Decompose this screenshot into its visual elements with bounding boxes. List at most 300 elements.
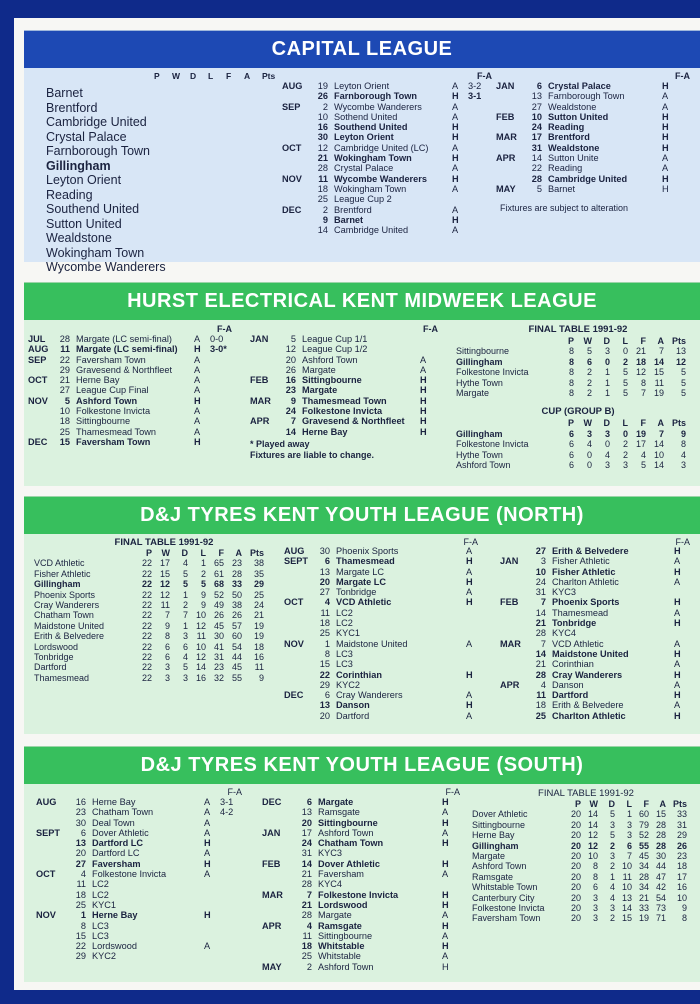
fixture-day: 26	[317, 91, 328, 102]
fixture-opponent: Farnborough Town	[548, 91, 625, 102]
team-list-item	[46, 130, 286, 145]
table-cell: 6	[164, 652, 170, 663]
team-name: Reading	[46, 187, 93, 202]
fixture-venue: A	[452, 225, 459, 236]
fixture-venue: A	[452, 81, 459, 91]
table-cell: 12	[195, 620, 206, 631]
fixture-row	[36, 828, 246, 838]
fixture-day: 24	[535, 576, 546, 587]
table-cell: 3	[622, 460, 628, 471]
fixture-month: OCT	[284, 597, 304, 608]
table-cell: 4	[680, 449, 686, 460]
north-league-title: D&J TYRES KENT YOUTH LEAGUE (NORTH)	[140, 504, 584, 526]
fixture-row	[262, 931, 462, 941]
fixture-row	[28, 416, 238, 426]
table-cell: 4	[586, 439, 592, 450]
fixture-opponent: Herne Bay	[92, 797, 136, 807]
fixture-opponent: Folkestone Invicta	[92, 869, 167, 880]
fixture-opponent: Erith & Belvedere	[552, 700, 624, 711]
team-list-item	[46, 115, 286, 130]
fixture-day: 11	[302, 930, 312, 941]
fixture-row	[28, 344, 238, 354]
table-header-cell: W	[589, 799, 598, 809]
table-cell: 61	[213, 568, 224, 579]
fixture-venue: H	[662, 81, 669, 91]
table-row	[456, 460, 700, 470]
table-cell: 29	[253, 579, 264, 590]
fixture-month: DEC	[284, 690, 304, 701]
fixture-venue: A	[204, 848, 211, 859]
fixture-month: AUG	[284, 546, 305, 556]
fixture-venue: A	[194, 416, 201, 427]
fixture-row	[28, 385, 238, 395]
capital-fixtures-spring	[496, 72, 692, 214]
fixture-venue: A	[194, 375, 201, 386]
fixture-venue: A	[442, 807, 449, 818]
table-cell: 5	[622, 388, 628, 399]
table-cell: 26	[231, 610, 242, 621]
table-cell: 1	[182, 589, 188, 600]
fixture-row	[282, 194, 494, 204]
fixture-venue: A	[466, 566, 473, 577]
fixture-day: 27	[75, 858, 86, 869]
table-cell: 68	[213, 579, 224, 590]
fixture-venue: H	[420, 385, 427, 396]
fixture-row	[500, 628, 692, 638]
table-cell: 0	[622, 428, 628, 439]
fixture-opponent: Dartford LC	[92, 838, 144, 849]
table-cell: 6	[568, 449, 574, 460]
fixture-row	[262, 910, 462, 920]
table-cell: 24	[253, 600, 264, 611]
fixture-venue: H	[452, 173, 459, 184]
team-name: Leyton Orient	[46, 173, 122, 187]
fixture-month: FEB	[496, 111, 515, 122]
fixture-day: 11	[318, 173, 328, 184]
table-cell: 65	[213, 558, 224, 569]
table-cell: 5	[622, 367, 628, 378]
table-cell: 16	[676, 882, 687, 893]
fixture-venue: H	[452, 91, 459, 102]
fixture-month: DEC	[28, 436, 48, 447]
fixture-day: 28	[301, 879, 312, 890]
table-header-cell: P	[567, 336, 574, 346]
fixture-row	[500, 587, 692, 597]
fixture-opponent: Danson	[336, 700, 370, 711]
table-header-cell: Pts	[671, 336, 686, 346]
table-cell: 14	[653, 439, 664, 450]
fixture-month: APR	[250, 416, 270, 427]
fixture-opponent: Margate	[318, 797, 354, 807]
table-cell: 2	[586, 377, 592, 388]
table-cell: 10	[676, 892, 687, 903]
fixture-opponent: Dover Athletic	[318, 858, 380, 869]
fixture-opponent: LC3	[336, 648, 353, 659]
fixture-opponent: Danson	[552, 679, 584, 690]
fixture-opponent: Phoenix Sports	[552, 597, 620, 608]
fixture-day: 18	[319, 618, 330, 629]
fixture-venue: H	[194, 395, 201, 406]
table-team-name: Sittingbourne	[456, 346, 510, 357]
table-cell: 7	[164, 610, 170, 621]
fixture-row	[262, 879, 462, 889]
table-cell: 5	[182, 662, 188, 673]
table-cell: 44	[655, 861, 666, 872]
fixture-opponent: Margate	[318, 910, 352, 921]
fixture-opponent: Fisher Athletic	[552, 556, 610, 567]
fixture-row	[500, 639, 692, 649]
team-name: Crystal Palace	[46, 129, 127, 144]
table-header-cell: A	[657, 418, 664, 429]
table-cell: 1	[604, 388, 610, 399]
fixture-row	[284, 700, 480, 710]
fixture-day: 6	[306, 797, 312, 807]
table-cell: 3	[592, 903, 598, 914]
table-cell: 1	[609, 871, 615, 882]
table-cell: 1	[200, 558, 206, 569]
table-cell: 3	[626, 819, 632, 830]
fixture-day: 2	[322, 204, 328, 215]
table-team-name: Folkestone Invicta	[456, 367, 529, 378]
table-cell: 54	[231, 641, 242, 652]
table-cell: 8	[640, 377, 646, 388]
fixture-row	[262, 828, 462, 838]
fixture-venue: A	[674, 607, 681, 618]
fixture-row	[250, 375, 440, 385]
fixture-day: 31	[535, 587, 546, 598]
table-cell: 10	[195, 610, 206, 621]
fixture-row	[284, 711, 480, 721]
fixture-opponent: Sutton Unite	[548, 153, 599, 164]
table-cell: 0	[622, 346, 628, 357]
fixture-row	[36, 838, 246, 848]
table-header-cell: F	[643, 799, 649, 809]
fixture-day: 25	[319, 628, 330, 639]
table-header-cell: Pts	[672, 799, 687, 809]
fixture-day: 10	[531, 111, 542, 122]
table-cell: 22	[141, 579, 152, 590]
capital-fixtures-autumn	[282, 72, 494, 235]
table-row	[472, 809, 700, 819]
fixture-month: AUG	[282, 81, 303, 91]
table-header-cell: A	[659, 799, 666, 809]
fixture-row	[284, 567, 480, 577]
fixture-opponent: Wokingham Town	[334, 153, 412, 164]
fixture-row	[282, 102, 494, 112]
fixture-venue: H	[452, 214, 459, 225]
north-fa-label: F-A	[463, 537, 478, 547]
table-header-cell: Pts	[249, 548, 264, 558]
fixture-row	[496, 102, 692, 112]
table-team-name: Sittingbourne	[472, 819, 526, 830]
fixture-day: 5	[536, 183, 542, 194]
fixture-day: 1	[80, 910, 86, 921]
capital-header-p: P	[154, 71, 160, 81]
fixture-row	[28, 365, 238, 375]
fixture-opponent: Faversham Town	[76, 354, 146, 365]
table-row	[34, 600, 284, 610]
table-cell: 12	[635, 367, 646, 378]
table-cell: 10	[195, 641, 206, 652]
table-cell: 42	[655, 882, 666, 893]
fixture-row	[500, 649, 692, 659]
team-list-item	[46, 202, 286, 217]
fixture-venue: H	[442, 899, 449, 910]
table-row	[34, 610, 284, 620]
table-cell: 21	[253, 610, 264, 621]
fixture-day: 25	[59, 426, 70, 437]
table-cell: 19	[635, 428, 646, 439]
fixture-opponent: KYC1	[336, 628, 361, 639]
fixture-month: DEC	[262, 797, 282, 807]
fixture-row	[284, 577, 480, 587]
fixture-day: 7	[540, 638, 546, 649]
fixture-venue: A	[674, 638, 681, 649]
fixture-day: 2	[322, 101, 328, 112]
fixture-row	[250, 365, 440, 375]
team-list-item	[46, 188, 286, 203]
fixture-venue: H	[420, 395, 427, 406]
table-cell: 38	[253, 558, 264, 569]
fixture-venue: H	[674, 710, 681, 721]
fixture-day: 7	[306, 889, 312, 900]
table-cell: 18	[635, 356, 646, 367]
fixture-score: 3-2	[468, 81, 482, 91]
fixture-row	[500, 556, 692, 566]
south-league-banner	[24, 747, 700, 784]
fixture-opponent: Herne Bay	[302, 426, 348, 437]
fixture-day: 11	[76, 879, 86, 890]
fixture-venue: H	[420, 375, 427, 386]
table-cell: 14	[195, 662, 206, 673]
fixture-venue: A	[466, 638, 473, 649]
fixture-venue: H	[674, 618, 681, 629]
fixture-opponent: Whitstable	[318, 951, 361, 962]
fixture-venue: H	[662, 142, 669, 153]
fixture-day: 18	[535, 700, 546, 711]
fixture-opponent: Wokingham Town	[334, 183, 407, 194]
table-cell: 2	[586, 388, 592, 399]
table-cell: 5	[622, 377, 628, 388]
fixture-row	[36, 941, 246, 951]
fixture-score: 3-1	[220, 797, 234, 807]
fixture-row	[496, 184, 692, 194]
table-row	[472, 913, 700, 923]
table-team-name: Cray Wanderers	[34, 600, 100, 611]
fixture-opponent: LC2	[92, 889, 109, 900]
table-cell: 55	[638, 840, 649, 851]
fixture-opponent: Thamesmead Town	[302, 395, 387, 406]
fixture-venue: H	[466, 669, 473, 680]
fixture-day: 31	[301, 848, 312, 859]
fixture-row	[500, 680, 692, 690]
fixture-day: 6	[324, 556, 330, 567]
capital-league-title: CAPITAL LEAGUE	[271, 38, 453, 60]
table-cell: 47	[655, 871, 666, 882]
capital-table-header	[154, 71, 284, 81]
fixture-opponent: Whitstable	[318, 941, 365, 952]
table-cell: 15	[621, 913, 632, 924]
table-cell: 22	[141, 589, 152, 600]
table-row	[34, 558, 284, 568]
team-name: Barnet	[46, 86, 83, 100]
fixture-row	[28, 427, 238, 437]
table-cell: 34	[638, 861, 649, 872]
table-header-cell: L	[626, 799, 632, 809]
fixture-venue: A	[194, 406, 201, 417]
fixture-row	[36, 910, 246, 920]
fixture-day: 22	[531, 163, 542, 174]
fixture-month: AUG	[36, 797, 57, 807]
fixture-day: 13	[75, 838, 86, 849]
hurst-league-banner	[24, 283, 700, 320]
fixture-month: OCT	[36, 869, 56, 880]
table-header-cell: D	[603, 418, 610, 429]
table-cell: 11	[160, 600, 170, 611]
capital-header-l: L	[208, 71, 214, 81]
table-team-name: Tonbridge	[34, 652, 74, 663]
fixture-opponent: Faversham	[318, 869, 364, 880]
fixture-row	[282, 132, 494, 142]
table-row	[456, 346, 700, 356]
fixture-opponent: Corinthian	[336, 669, 382, 680]
table-cell: 20	[570, 851, 581, 862]
fixture-row	[284, 670, 480, 680]
fixture-opponent: Deal Town	[92, 817, 135, 828]
fixture-opponent: KYC1	[92, 899, 117, 910]
table-cell: 11	[196, 631, 206, 642]
fixture-row	[284, 597, 480, 607]
fixture-day: 4	[324, 597, 330, 608]
fixture-opponent: League Cup 1/2	[302, 344, 368, 355]
table-team-name: Gillingham	[456, 428, 503, 439]
fixture-day: 15	[59, 436, 70, 447]
fixture-opponent: Herne Bay	[92, 910, 138, 921]
fixture-venue: H	[194, 436, 201, 447]
fixture-opponent: Erith & Belvedere	[552, 546, 629, 556]
table-cell: 28	[231, 568, 242, 579]
fixture-month: MAR	[262, 889, 283, 900]
table-cell: 3	[609, 903, 615, 914]
table-cell: 14	[587, 809, 598, 820]
team-name: Wealdstone	[46, 231, 112, 245]
fixture-venue: A	[674, 556, 681, 567]
fixture-day: 24	[285, 406, 296, 417]
fixture-row	[282, 215, 494, 225]
fixture-row	[250, 334, 440, 344]
table-header-cell: D	[608, 799, 615, 809]
fixture-score: 0-0	[210, 334, 224, 344]
hurst-fa-label: F-A	[217, 324, 232, 334]
fixture-day: 5	[64, 395, 70, 406]
table-header-cell: P	[145, 548, 152, 558]
table-cell: 2	[609, 861, 615, 872]
fixture-day: 11	[60, 344, 70, 355]
table-cell: 8	[568, 388, 574, 399]
table-cell: 23	[231, 558, 242, 569]
south-final-table	[472, 788, 700, 924]
fixture-row	[500, 690, 692, 700]
fixture-venue: A	[662, 91, 669, 102]
fixture-day: 7	[290, 416, 296, 427]
fixture-opponent: League Cup 2	[334, 194, 392, 205]
fixture-row	[28, 355, 238, 365]
north-fixtures-autumn	[284, 538, 480, 721]
table-header-cell: A	[235, 548, 242, 558]
fixture-venue: H	[662, 111, 669, 122]
fixture-opponent: Chatham Town	[92, 807, 154, 818]
fixture-venue: H	[420, 416, 427, 427]
fixture-row	[36, 900, 246, 910]
table-cell: 28	[655, 819, 666, 830]
table-cell: 3	[586, 428, 592, 439]
fixture-month: SEPT	[36, 827, 60, 838]
table-cell: 20	[570, 861, 581, 872]
table-team-name: Maidstone United	[34, 620, 105, 631]
table-cell: 32	[213, 672, 224, 683]
table-cell: 10	[621, 882, 632, 893]
table-cell: 3	[182, 631, 188, 642]
table-cell: 9	[680, 428, 686, 439]
fixture-row	[262, 838, 462, 848]
table-cell: 29	[676, 830, 687, 841]
fixture-row	[500, 608, 692, 618]
fixture-venue: A	[204, 807, 211, 818]
table-cell: 20	[570, 871, 581, 882]
fixture-opponent: Cambridge United (LC)	[334, 142, 429, 153]
table-header-row	[456, 418, 700, 428]
table-cell: 5	[680, 377, 686, 388]
table-cell: 31	[213, 652, 224, 663]
fixture-day: 14	[535, 607, 546, 618]
fixture-venue: H	[674, 669, 681, 680]
table-team-name: Thamesmead	[34, 672, 90, 683]
table-cell: 18	[253, 641, 264, 652]
table-cell: 13	[621, 892, 632, 903]
fixture-opponent: Southend United	[334, 122, 408, 133]
fixture-venue: H	[674, 566, 681, 577]
table-cell: 3	[680, 460, 686, 471]
capital-teams-list	[46, 71, 286, 275]
table-cell: 22	[141, 641, 152, 652]
table-header-cell: F	[218, 548, 224, 558]
fixture-opponent: Sothend United	[334, 111, 398, 122]
fixture-opponent: Wealdstone	[548, 101, 597, 112]
table-cell: 8	[568, 356, 574, 367]
fixture-row	[282, 163, 494, 173]
fixture-day: 6	[536, 81, 542, 91]
fixture-opponent: Lordswood	[92, 941, 137, 952]
table-header-row	[456, 336, 700, 346]
table-cell: 5	[640, 460, 646, 471]
fixture-day: 21	[535, 618, 546, 629]
table-cell: 3	[609, 819, 615, 830]
table-cell: 7	[658, 346, 664, 357]
table-cell: 33	[638, 903, 649, 914]
fixture-month: OCT	[28, 375, 48, 386]
fixture-opponent: Sittingbourne	[318, 930, 373, 941]
fixture-row	[28, 396, 238, 406]
fixture-venue: A	[662, 163, 669, 174]
fixture-month: FEB	[500, 597, 519, 608]
fixture-venue: A	[452, 163, 459, 174]
table-row	[472, 841, 700, 851]
fixture-day: 4	[80, 869, 86, 880]
team-name: Wycombe Wanderers	[46, 260, 166, 274]
fixture-opponent: LC3	[92, 920, 109, 931]
fixture-day: 10	[59, 406, 70, 417]
fixture-opponent: KYC2	[336, 679, 361, 690]
